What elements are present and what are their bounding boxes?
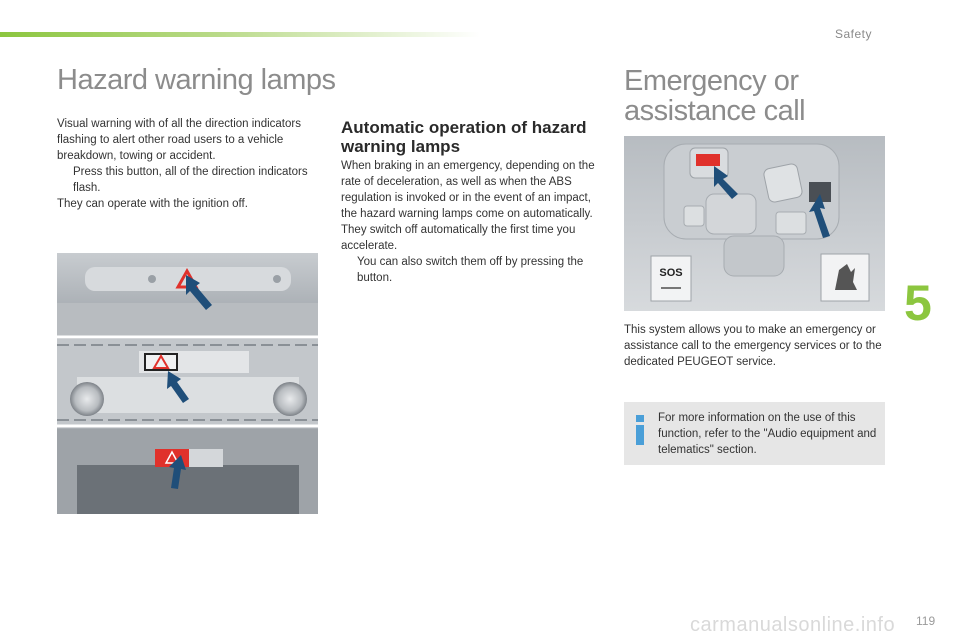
hazard-button-photo bbox=[57, 253, 318, 514]
emergency-call-photo bbox=[624, 136, 885, 311]
hazard-intro: Visual warning with of all the direction indicators flashing to alert other road users to a vehicle breakdown, towing or accident. bbox=[57, 118, 301, 162]
emergency-title-line1: Emergency or bbox=[624, 65, 799, 97]
bullet-marker bbox=[57, 164, 73, 196]
hazard-bullet-text: Press this button, all of the direction indicators flash. bbox=[73, 166, 308, 194]
roof-console-illustration bbox=[624, 136, 885, 311]
hazard-title: Hazard warning lamps bbox=[57, 64, 336, 96]
auto-operation-text bbox=[341, 158, 597, 286]
hazard-description bbox=[57, 116, 319, 212]
sos-label: SOS bbox=[659, 267, 683, 279]
chapter-number: 5 bbox=[904, 275, 932, 331]
hazard-bullet bbox=[57, 164, 319, 196]
sos-red-button bbox=[696, 154, 720, 166]
header-accent-bar bbox=[0, 32, 480, 37]
climate-knob bbox=[273, 382, 307, 416]
hazard-outro: They can operate with the ignition off. bbox=[57, 198, 248, 210]
info-text: For more information on the use of this function, refer to the "Audio equipment and telematics" section. bbox=[658, 412, 877, 456]
dashboard-illustration bbox=[57, 253, 318, 514]
climate-knob bbox=[70, 382, 104, 416]
emergency-description: This system allows you to make an emergency or assistance call to the emergency services or to the dedicated PEUGEOT service. bbox=[624, 324, 882, 368]
bullet-marker bbox=[341, 254, 357, 286]
auto-operation-bullet bbox=[341, 254, 597, 286]
section-label: Safety bbox=[835, 27, 873, 41]
emergency-title bbox=[624, 66, 805, 126]
watermark: carmanualsonline.info bbox=[690, 614, 896, 636]
info-box bbox=[624, 402, 885, 465]
page-number: 119 bbox=[916, 614, 936, 628]
emergency-title-line2: assistance call bbox=[624, 95, 806, 127]
auto-operation-para2: They switch off automatically the first time you accelerate. bbox=[341, 224, 576, 252]
info-icon bbox=[633, 415, 647, 445]
auto-operation-para1: When braking in an emergency, depending on the rate of deceleration, as well as when the ABS regulation is invoked or in the event of an impact, the hazard warning lamps come on automatically. bbox=[341, 160, 595, 220]
auto-operation-bullet-text: You can also switch them off by pressing the button. bbox=[357, 256, 584, 284]
auto-operation-title: Automatic operation of hazard warning lamps bbox=[341, 118, 587, 156]
